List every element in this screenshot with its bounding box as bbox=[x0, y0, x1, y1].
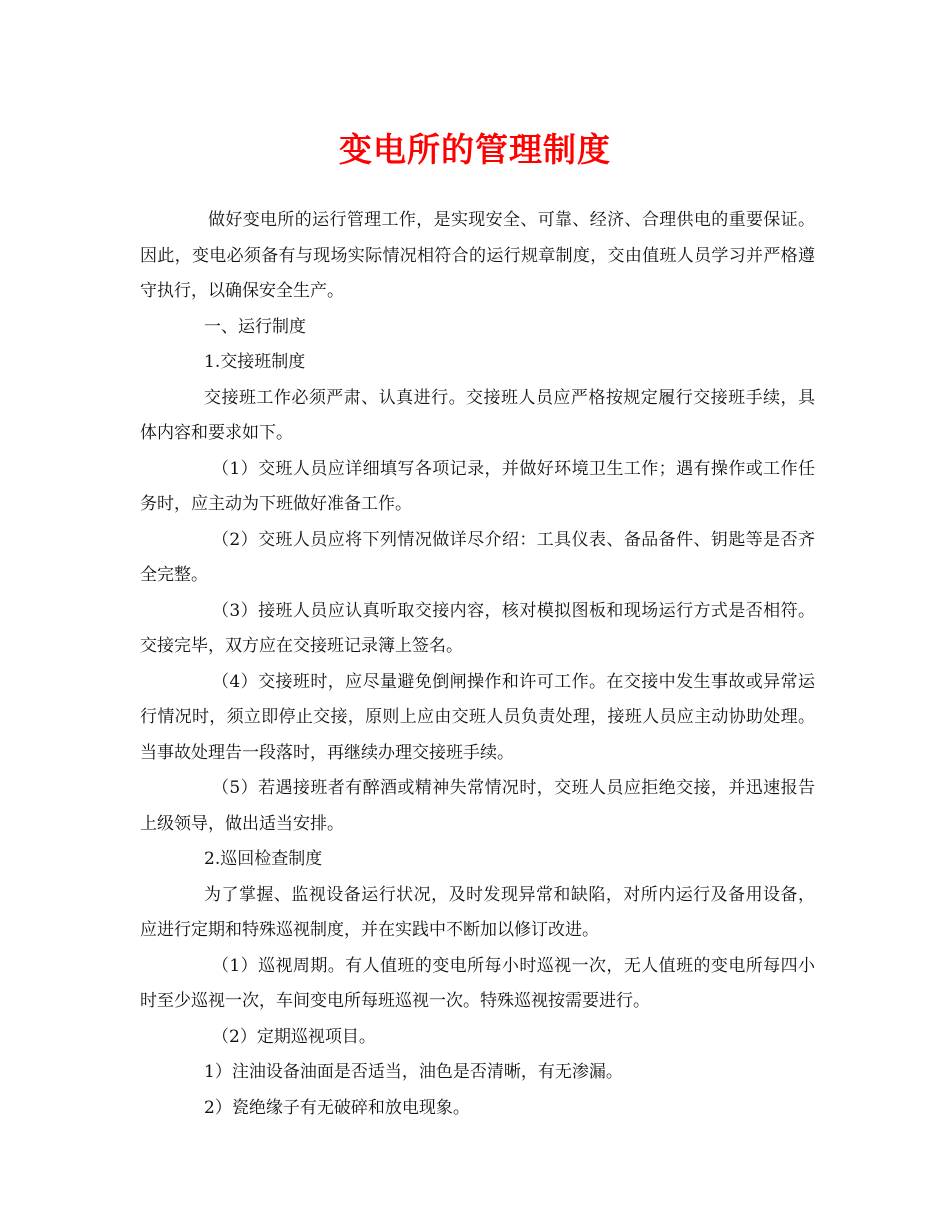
page-title: 变电所的管理制度 bbox=[339, 130, 611, 169]
intro-paragraph: 做好变电所的运行管理工作，是实现安全、可靠、经济、合理供电的重要保证。因此，变电必须备有与现场实际情况相符合的运行规章制度，交由值班人员学习并严格遵守执行，以确保安全生产。 bbox=[140, 210, 815, 301]
inspection-subitem-2: 2）瓷绝缘子有无破碎和放电现象。 bbox=[204, 1097, 470, 1118]
inspection-item-1: （1）巡视周期。有人值班的变电所每小时巡视一次，无人值班的变电所每四小时至少巡视一次，车间变电所每班巡视一次。特殊巡视按需要进行。 bbox=[140, 955, 815, 1011]
handover-item-4: （4）交接班时，应尽量避免倒闸操作和许可工作。在交接中发生事故或异常运行情况时，须立即停止交接，原则上应由交班人员负责处理，接班人员应主动协助处理。当事故处理告一段落时，再继续办理交接班手续。 bbox=[140, 671, 815, 763]
handover-item-3: （3）接班人员应认真听取交接内容，核对模拟图板和现场运行方式是否相符。交接完毕，双方应在交接班记录簿上签名。 bbox=[140, 600, 815, 656]
document-body bbox=[140, 203, 815, 1126]
subsection-heading-handover: 1.交接班制度 bbox=[204, 352, 306, 372]
subsection-heading-inspection: 2.巡回检查制度 bbox=[204, 849, 323, 869]
handover-intro-paragraph: 交接班工作必须严肃、认真进行。交接班人员应严格按规定履行交接班手续，具体内容和要求如下。 bbox=[140, 387, 815, 443]
inspection-item-2: （2）定期巡视项目。 bbox=[212, 1026, 376, 1047]
inspection-intro-paragraph: 为了掌握、监视设备运行状况，及时发现异常和缺陷，对所内运行及备用设备，应进行定期和特殊巡视制度，并在实践中不断加以修订改进。 bbox=[140, 884, 815, 940]
inspection-subitem-1: 1）注油设备油面是否适当，油色是否清晰，有无渗漏。 bbox=[204, 1062, 623, 1082]
handover-item-2: （2）交班人员应将下列情况做详尽介绍：工具仪表、备品备件、钥匙等是否齐全完整。 bbox=[140, 529, 815, 585]
handover-item-1: （1）交班人员应详细填写各项记录，并做好环境卫生工作；遇有操作或工作任务时，应主动为下班做好准备工作。 bbox=[140, 458, 815, 514]
handover-item-5: （5）若遇接班者有醉酒或精神失常情况时，交班人员应拒绝交接，并迅速报告上级领导，做出适当安排。 bbox=[140, 778, 815, 834]
section-heading-operation: 一、运行制度 bbox=[204, 316, 306, 337]
